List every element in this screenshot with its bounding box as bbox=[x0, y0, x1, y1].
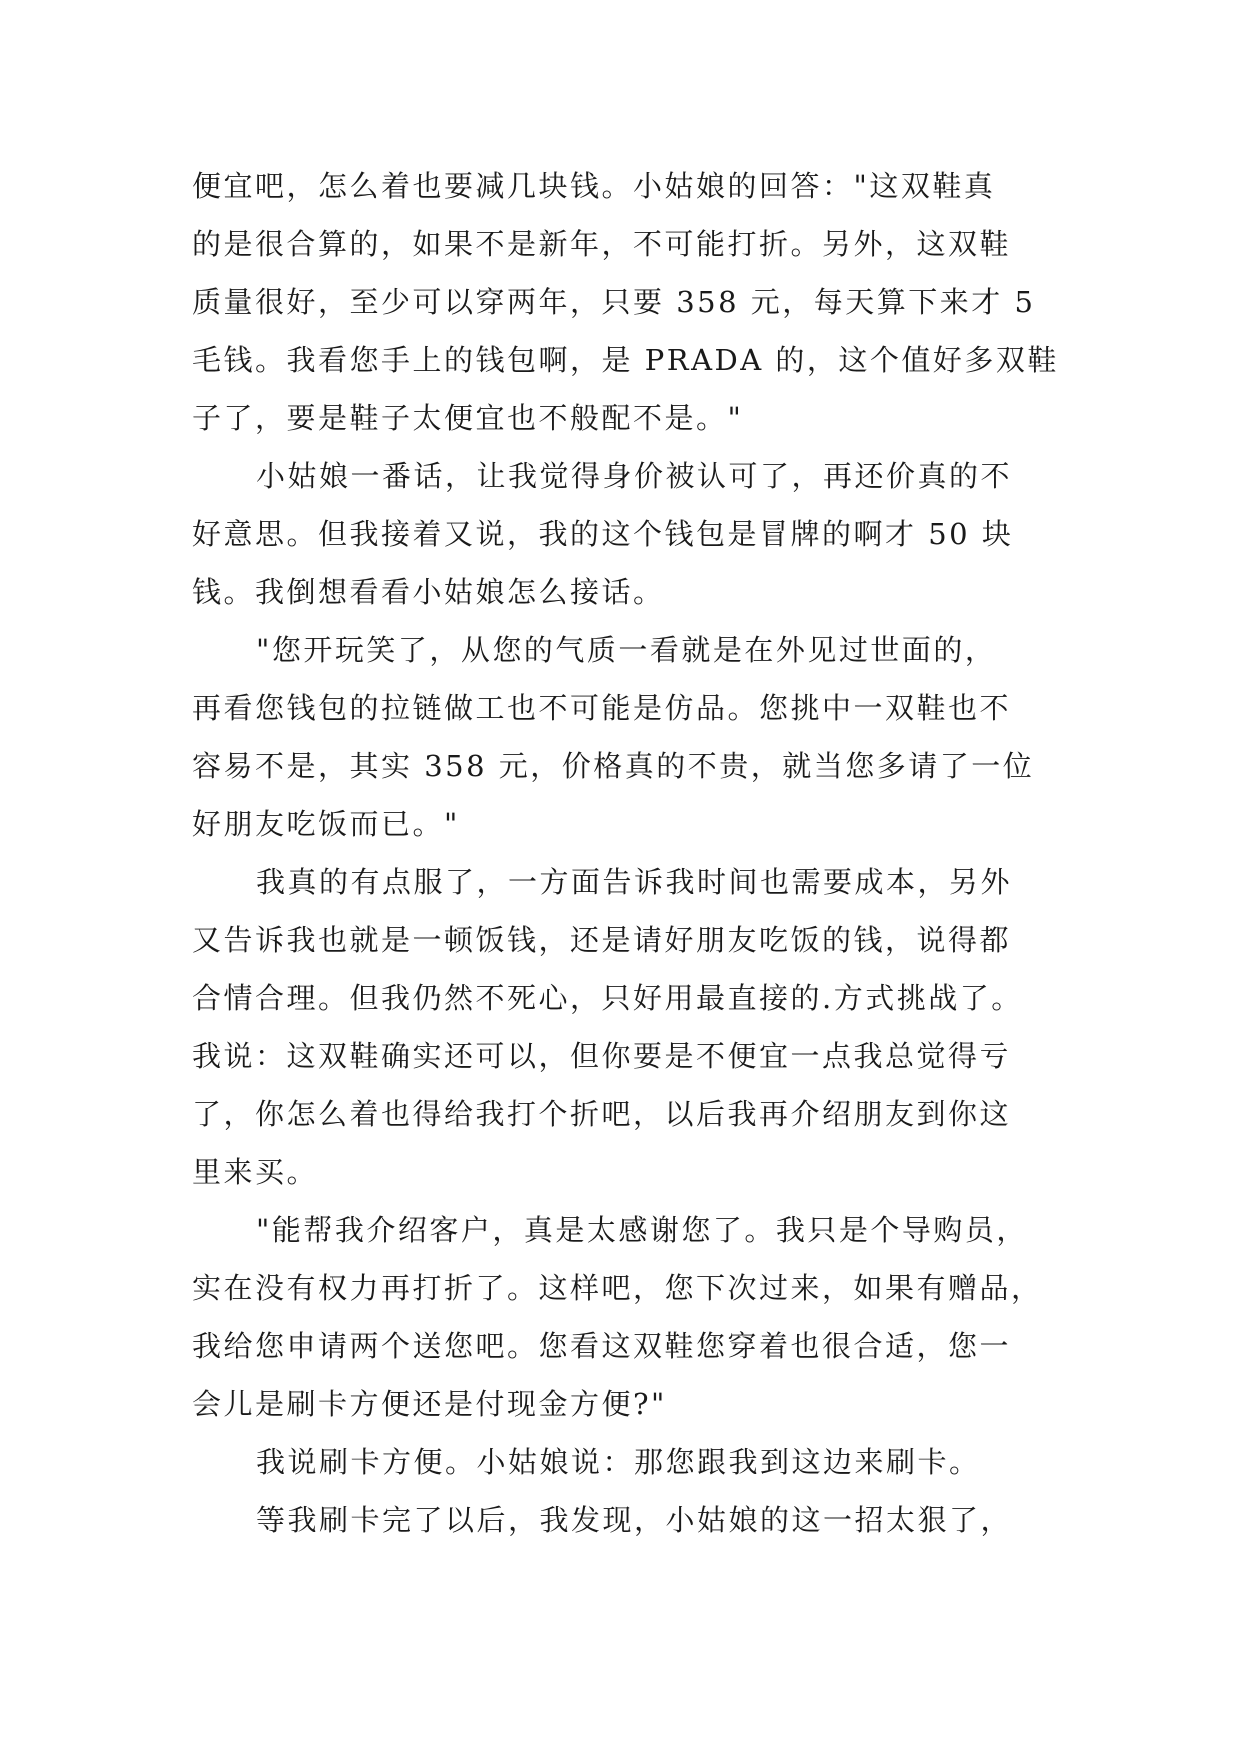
text-line: 我真的有点服了，一方面告诉我时间也需要成本，另外 bbox=[256, 865, 1013, 899]
text-line: 合情合理。但我仍然不死心，只好用最直接的.方式挑战了。 bbox=[192, 981, 1023, 1015]
text-line: 等我刷卡完了以后，我发现，小姑娘的这一招太狠了， bbox=[256, 1503, 1013, 1537]
text-line: 实在没有权力再打折了。这样吧，您下次过来，如果有赠品， bbox=[192, 1271, 1043, 1305]
text-line: 好意思。但我接着又说，我的这个钱包是冒牌的啊才 50 块 bbox=[192, 517, 1014, 551]
text-line: 便宜吧，怎么着也要减几块钱。小姑娘的回答："这双鞋真 bbox=[192, 169, 996, 203]
text-line: "能帮我介绍客户，真是太感谢您了。我只是个导购员， bbox=[256, 1213, 1028, 1247]
text-line: 质量很好，至少可以穿两年，只要 358 元，每天算下来才 5 bbox=[192, 285, 1036, 319]
text-line: 了，你怎么着也得给我打个折吧，以后我再介绍朋友到你这 bbox=[192, 1097, 1012, 1131]
text-line: 我说：这双鞋确实还可以，但你要是不便宜一点我总觉得亏 bbox=[192, 1039, 1012, 1073]
text-line: 子了，要是鞋子太便宜也不般配不是。" bbox=[192, 401, 744, 435]
text-line: 好朋友吃饭而已。" bbox=[192, 807, 460, 841]
text-line: 我说刷卡方便。小姑娘说：那您跟我到这边来刷卡。 bbox=[256, 1445, 981, 1479]
text-line: 我给您申请两个送您吧。您看这双鞋您穿着也很合适，您一 bbox=[192, 1329, 1012, 1363]
text-line: 里来买。 bbox=[192, 1155, 319, 1189]
text-line: 的是很合算的，如果不是新年，不可能打折。另外，这双鞋 bbox=[192, 227, 1012, 261]
text-line: 又告诉我也就是一顿饭钱，还是请好朋友吃饭的钱，说得都 bbox=[192, 923, 1012, 957]
text-line: 钱。我倒想看看小姑娘怎么接话。 bbox=[192, 575, 665, 609]
text-line: 容易不是，其实 358 元，价格真的不贵，就当您多请了一位 bbox=[192, 749, 1035, 783]
text-line: "您开玩笑了，从您的气质一看就是在外见过世面的， bbox=[256, 633, 997, 667]
text-line: 会儿是刷卡方便还是付现金方便?" bbox=[192, 1387, 667, 1421]
text-line: 毛钱。我看您手上的钱包啊，是 PRADA 的，这个值好多双鞋 bbox=[192, 343, 1059, 377]
body-text bbox=[192, 157, 1072, 1549]
text-line: 再看您钱包的拉链做工也不可能是仿品。您挑中一双鞋也不 bbox=[192, 691, 1012, 725]
text-line: 小姑娘一番话，让我觉得身价被认可了，再还价真的不 bbox=[256, 459, 1013, 493]
